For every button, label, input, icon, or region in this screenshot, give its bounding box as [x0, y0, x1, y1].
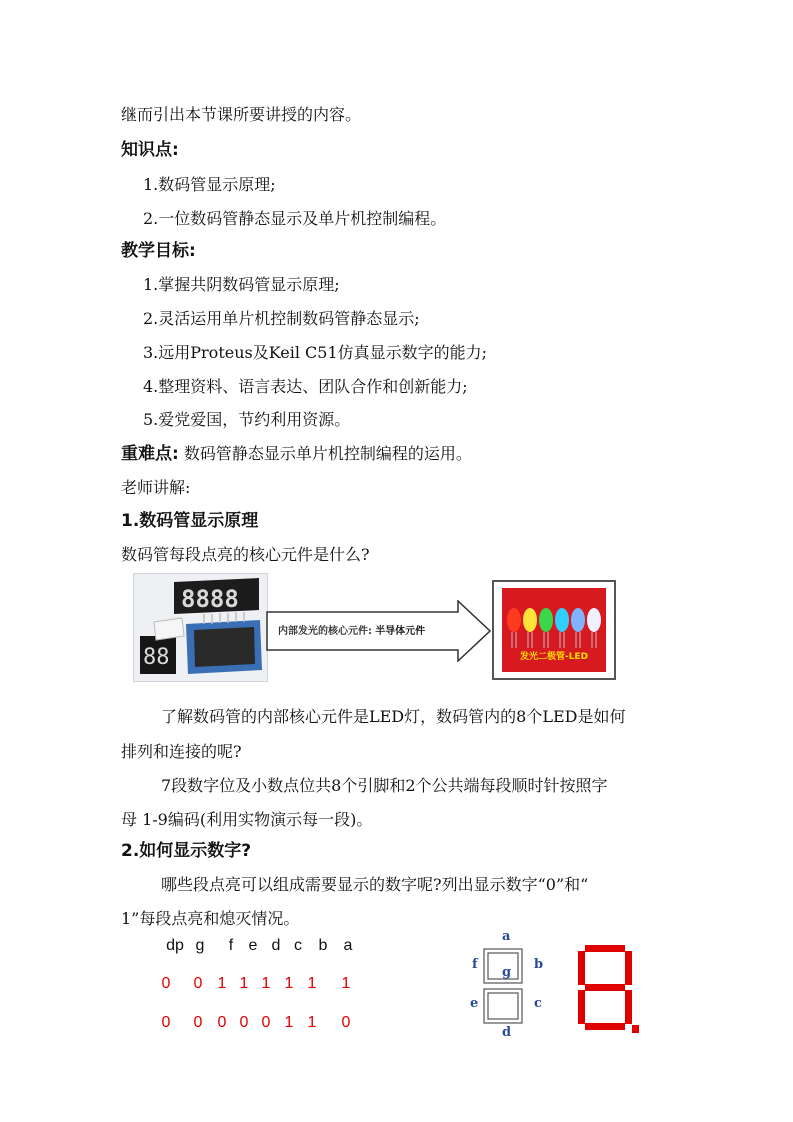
seg-label-f: f — [472, 957, 478, 972]
seg-label-d: d — [502, 1025, 512, 1040]
goal-item-3: 3.远用Proteus及Keil C51仿真显示数字的能力; — [143, 343, 488, 362]
bit-row0-dp: 0 — [161, 975, 171, 992]
knowledge-item-1: 1.数码管显示原理; — [143, 175, 276, 194]
arrow-text-a: 内部发光的核心元件: — [278, 626, 372, 637]
bit-header-dp: dp — [166, 937, 184, 954]
arrow-callout — [266, 600, 491, 662]
section1-title: 1.数码管显示原理 — [121, 511, 259, 531]
arrow-text — [278, 622, 425, 637]
seg-label-e: e — [470, 996, 479, 1011]
bit-row0-b: 1 — [307, 975, 317, 992]
svg-text:88: 88 — [143, 645, 170, 670]
section2-line2: 1”每段点亮和熄灭情况。 — [121, 909, 300, 928]
seg-label-b: b — [534, 957, 544, 972]
bit-row1-c: 1 — [284, 1014, 294, 1031]
segment-diagram — [466, 929, 546, 1043]
bit-row1-e: 0 — [239, 1014, 249, 1031]
seg-label-a: a — [502, 929, 511, 944]
bit-header-e: e — [248, 937, 258, 954]
bit-row1-dp: 0 — [161, 1014, 171, 1031]
seven-segment-photo — [133, 573, 268, 682]
led-caption: 发光二极管-LED — [519, 652, 589, 662]
section2-title: 2.如何显示数字? — [121, 841, 252, 861]
key-points-text: 数码管静态显示单片机控制编程的运用。 — [178, 444, 472, 463]
key-points — [121, 443, 472, 465]
bit-row1-d: 0 — [261, 1014, 271, 1031]
bit-header-a: a — [343, 937, 353, 954]
bit-header-b: b — [318, 937, 328, 954]
para2-line2: 母 1-9编码(利用实物演示每一段)。 — [121, 810, 373, 829]
bit-header-d: d — [271, 937, 281, 954]
red-digit-eight-art — [578, 945, 640, 1035]
seg-label-g: g — [502, 965, 512, 980]
goals-heading: 教学目标: — [121, 241, 196, 261]
bit-row0-a: 1 — [341, 975, 351, 992]
seg-label-c: c — [534, 996, 542, 1011]
bit-row0-e: 1 — [239, 975, 249, 992]
seven-segment-photo-art — [134, 574, 267, 681]
bit-row0-c: 1 — [284, 975, 294, 992]
bit-header-g: g — [195, 937, 205, 954]
bit-header-f: f — [228, 937, 234, 954]
goal-item-2: 2.灵活运用单片机控制数码管静态显示; — [143, 309, 420, 328]
bit-row0-g: 0 — [193, 975, 203, 992]
knowledge-heading: 知识点: — [121, 140, 179, 160]
bit-row0-f: 1 — [217, 975, 227, 992]
bit-row1-a: 0 — [341, 1014, 351, 1031]
arrow-text-b: 半导体元件 — [375, 626, 426, 637]
bit-row1-b: 1 — [307, 1014, 317, 1031]
red-digit-eight — [578, 945, 640, 1035]
goal-item-5: 5.爱党爱国，节约利用资源。 — [143, 410, 351, 429]
section2-line1: 哪些段点亮可以组成需要显示的数字呢?列出显示数字“0”和“ — [161, 875, 589, 894]
bit-row0-d: 1 — [261, 975, 271, 992]
bit-header-c: c — [294, 937, 302, 954]
para1-line2: 排列和连接的呢? — [121, 742, 242, 761]
bit-row1-g: 0 — [193, 1014, 203, 1031]
section1-question: 数码管每段点亮的核心元件是什么? — [121, 545, 370, 564]
goal-item-4: 4.整理资料、语言表达、团队合作和创新能力; — [143, 377, 468, 396]
para2-line1: 7段数字位及小数点位共8个引脚和2个公共端每段顺时针按照字 — [161, 776, 608, 795]
bit-row1-f: 0 — [217, 1014, 227, 1031]
led-photo-background — [502, 588, 606, 672]
led-photo — [492, 580, 616, 680]
para1-line1: 了解数码管的内部核心元件是LED灯，数码管内的8个LED是如何 — [161, 707, 626, 726]
goal-item-1: 1.掌握共阴数码管显示原理; — [143, 275, 340, 294]
teacher-label: 老师讲解: — [121, 478, 191, 497]
key-points-label: 重难点: — [121, 444, 179, 464]
svg-text:8888: 8888 — [181, 585, 239, 613]
intro-text: 继而引出本节课所要讲授的内容。 — [121, 105, 362, 124]
knowledge-item-2: 2.一位数码管静态显示及单片机控制编程。 — [143, 209, 447, 228]
